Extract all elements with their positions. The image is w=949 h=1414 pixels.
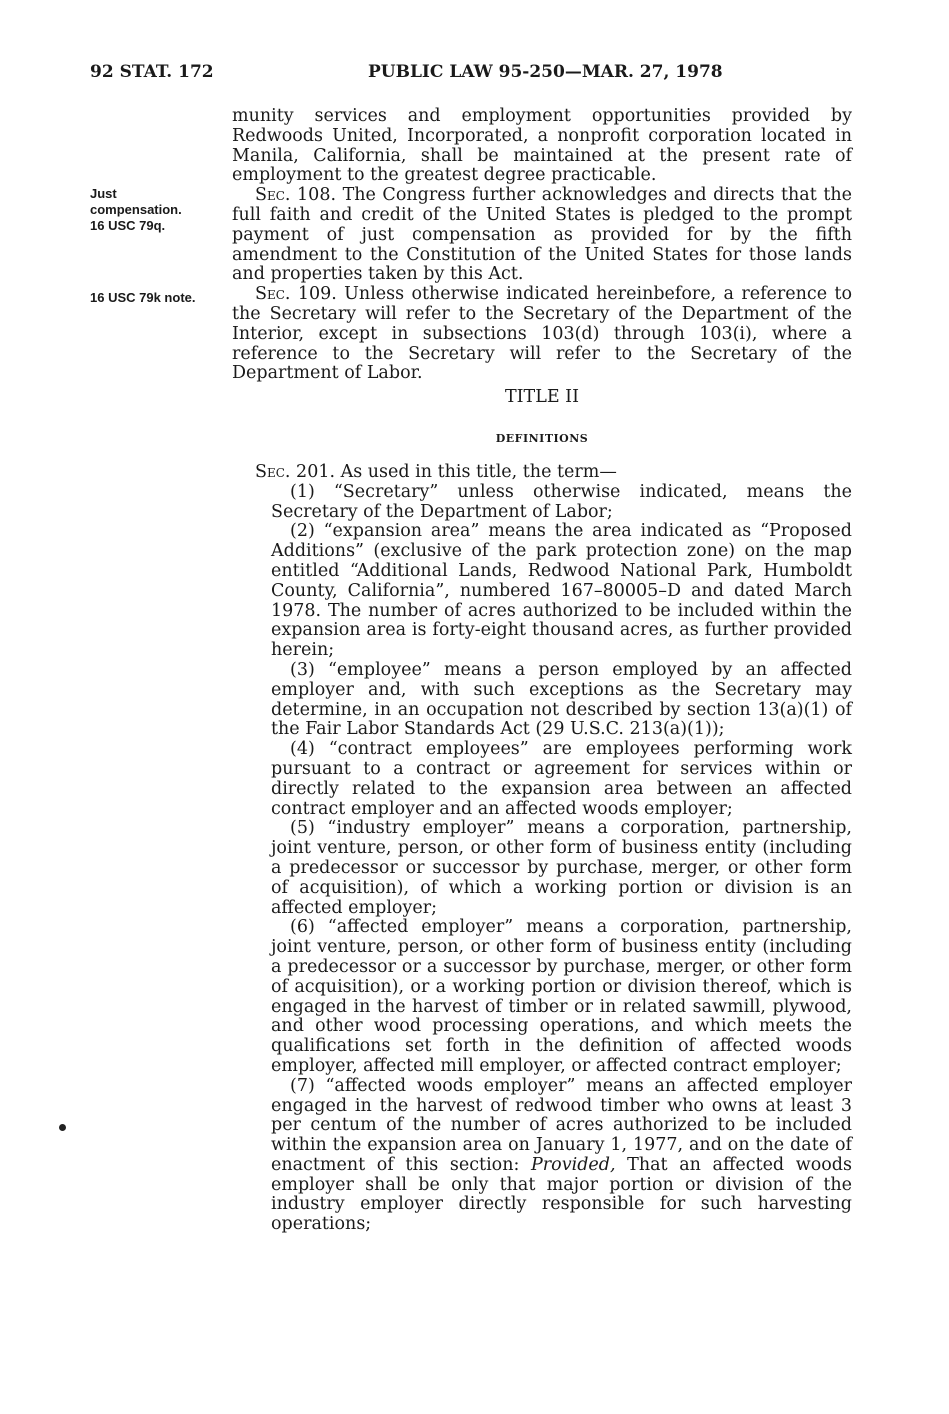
definition-3: (3) “employee” means a person employed by an affected employer and, with such exceptions as the Secretary may determine, in an occupation not described by section 13(a)(1) of the Fair Labor Standards Act (29 U.S.C. 213(a)(1));	[271, 659, 852, 740]
body-top	[232, 107, 852, 384]
definition-7-proviso: Provided,	[531, 1154, 616, 1175]
running-title: PUBLIC LAW 95-250—MAR. 27, 1978	[368, 62, 723, 82]
section-label: Sec. 109.	[255, 284, 337, 305]
page-reference: 92 STAT. 172	[90, 62, 214, 82]
definition-4: (4) “contract employees” are employees performing work pursuant to a contract or agreement for services within or directly related to the expansion area between an affected contract employer and an affected woods employer;	[271, 739, 852, 819]
definitions-heading: DEFINITIONS	[495, 432, 589, 445]
margin-note-line: 16 USC 79q.	[90, 218, 166, 233]
margin-note-sec109: 16 USC 79k note.	[90, 290, 196, 305]
definition-6: (6) “affected employer” means a corporation, partnership, joint venture, person, or other form of business entity (including a predecessor or a successor by purchase, merger, or other form of acquisition), or a working portion or division thereof, which is engaged in the harvest of timber or in related sawmill, plywood, and other wood processing operations, and which meets the qualifications set forth in the definition of affected woods employer, affected mill employer, or affected contract employer;	[271, 917, 852, 1076]
section-108	[232, 186, 852, 285]
margin-note-line: Just	[90, 186, 117, 201]
definition-7-end: That an affected woods employer shall be only that major portion or division of the industry employer directly responsible for such harvesting operations;	[271, 1154, 852, 1235]
definition-2: (2) “expansion area” means the area indicated as “Proposed Additions” (exclusive of the park protection zone) on the map entitled “Additional Lands, Redwood National Park, Humboldt County, California”, numbered 167–80005–D and dated March 1978. The number of acres authorized to be included within the expansion area is forty-eight thousand acres, as further provided herein;	[271, 521, 852, 661]
title-heading: TITLE II	[504, 387, 580, 407]
section-label: Sec. 108.	[255, 185, 337, 206]
section-text: The Congress further acknowledges and directs that the full faith and credit of the United States is pledged to the prompt payment of just compensation as provided for by the fifth amendment to the Constitution of the United States for those lands and properties taken by this Act.	[232, 185, 852, 285]
definition-7	[232, 1077, 852, 1235]
margin-note-just-compensation	[90, 186, 230, 234]
section-201-intro	[232, 463, 852, 483]
definition-5: (5) “industry employer” means a corporation, partnership, joint venture, person, or other form of business entity (including a predecessor or successor by purchase, merger, or other form of acquisition), of which a working portion or division is an affected employer;	[271, 818, 852, 918]
section-text: As used in this title, the term—	[340, 462, 617, 482]
definition-1: (1) “Secretary” unless otherwise indicated, means the Secretary of the Department of Labor;	[271, 481, 852, 522]
definition-7-start: (7) “affected woods employer” means an affected employer engaged in the harvest of redwood timber who owns at least 3 per centum of the number of acres authorized to be included within the expansion area on January 1, 1977, and on the date of enactment of this section:	[271, 1075, 852, 1175]
margin-note-line: compensation.	[90, 202, 182, 217]
margin-dot	[59, 1124, 66, 1131]
section-201	[232, 463, 852, 1235]
section-109	[232, 285, 852, 384]
section-label: Sec. 201.	[255, 462, 336, 482]
section-text: Unless otherwise indicated hereinbefore, a reference to the Secretary will refer to the Secretary of the Department of the Interior, except in subsections 103(d) through 103(i), where a reference to the Secretary will refer to the Secretary of the Department of Labor.	[232, 284, 852, 384]
continuation-paragraph: munity services and employment opportunities provided by Redwoods United, Incorporated, a nonprofit corporation located in Manila, California, shall be maintained at the present rate of employment to the greatest degree practicable.	[232, 106, 852, 186]
